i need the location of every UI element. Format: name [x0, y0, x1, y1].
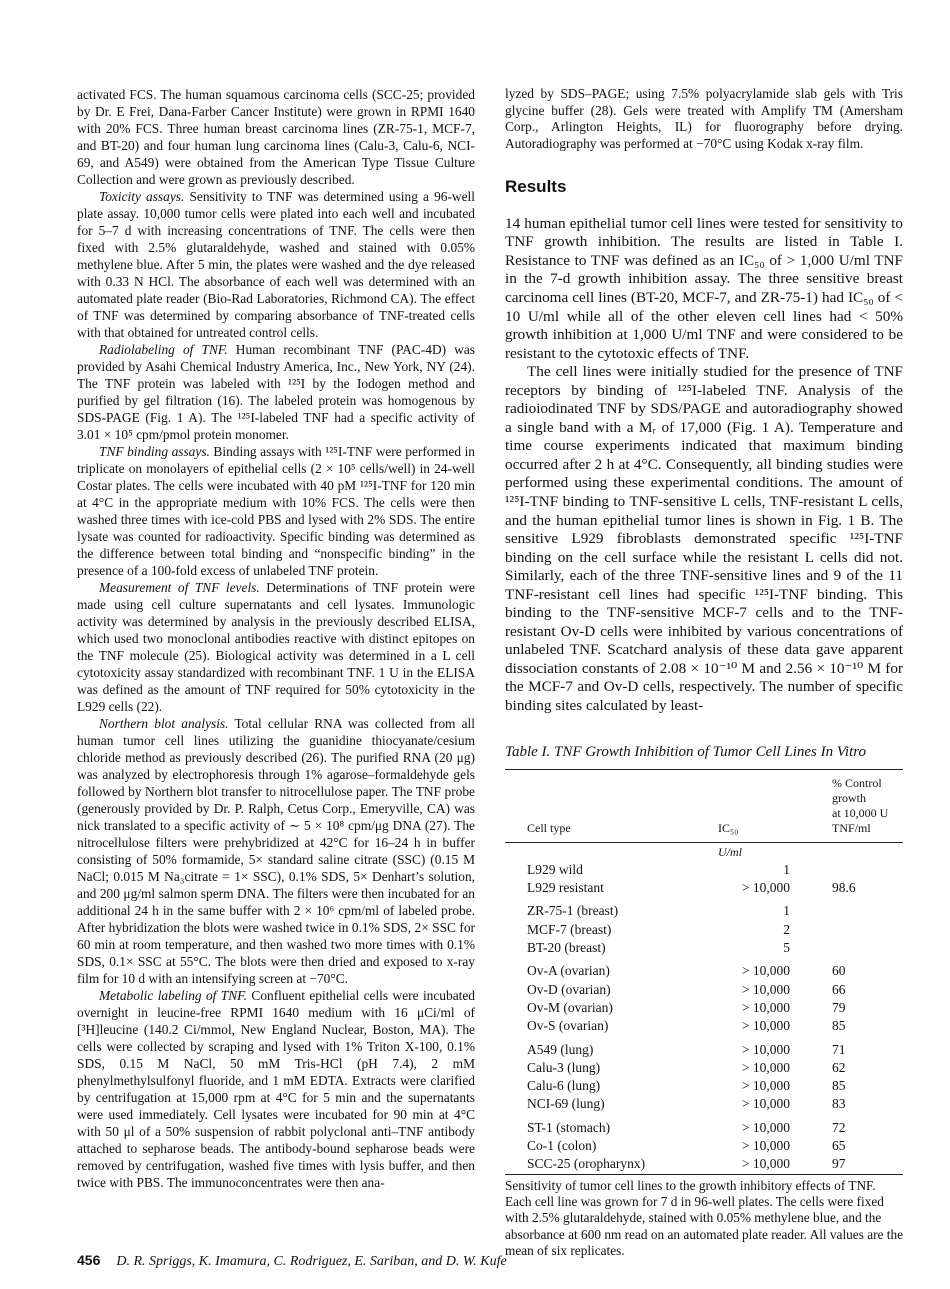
control-growth-value: 98.6 — [832, 880, 856, 896]
header-line: at 10,000 U TNF/ml — [832, 805, 889, 835]
paragraph-text: Binding assays with ¹²⁵I-TNF were performed in triplicate on monolayers of epithelial cells (2 × 10⁵ cells/well) in 24-well Costar plates. The cells were incubated with 40 pM ¹²⁵I-TNF for 120 min at 4°C in the appropriate medium with 10% FCS. The cells were then washed three times with ice-cold PBS and lysed with 2% SDS. The entire lysate was counted for radioactivity. Specific binding was determined as the difference between total binding and “nonspecific binding” in the presence of a 100-fold excess of unlabeled TNF protein. — [77, 444, 475, 578]
paragraph-text: Determinations of TNF protein were made using cell culture supernatants and cell lysates. Immunologic activity was determined by analysis in the previously described ELISA, which used two monoclonal antibodies reactive with distinct epitopes on the TNF molecule (25). Biological activity was determined in a L cell cytotoxicity assay standardized with recombinant TNF. 1 U in the ELISA was defined as the amount of TNF required for 50% cytotoxicity in the L929 cells (22). — [77, 580, 476, 714]
ic50-value: > 10,000 — [741, 1096, 790, 1112]
table-row — [505, 879, 903, 897]
table-row — [505, 939, 903, 957]
control-growth-value — [790, 902, 903, 920]
table-row — [505, 1095, 903, 1113]
cell-type: ZR-75-1 (breast) — [527, 903, 619, 919]
cell-type: L929 resistant — [527, 880, 604, 896]
cell-type: L929 wild — [527, 861, 583, 877]
header-line: % Control growth — [832, 775, 882, 805]
ic50-value: > 10,000 — [741, 1041, 790, 1057]
left-column — [77, 86, 475, 1191]
table-body — [505, 842, 903, 1174]
toxicity-assays-paragraph — [77, 188, 475, 341]
paragraph-heading: TNF binding assays. — [99, 444, 210, 459]
paragraph-text: Total cellular RNA was collected from all human tumor cell lines utilizing the guanidine thiocyanate/cesium chloride method as previously described (26). The purified RNA (20 μg) was analyzed by electrophoresis through 1% agarose–formaldehyde gels followed by Northern blot transfer to nitrocellulose paper. The TNF probe (generously provided by Dr. P. Ralph, Cetus Corp., Emeryville, CA) was nick translated to a specific activity of ∼ 5 × 10⁸ cpm/μg DNA (27). The nitrocellulose filters were prehybridized at 42°C for 16–24 h in buffer consisting of 50% formamide, 5× standard saline citrate (SSC) (0.15 M NaCl; 0.015 M Na₃citrate = 1× SSC), 0.1% SDS, 5× Denhart’s solution, and 200 μg/ml salmon sperm DNA. The filters were then incubated for an additional 24 h in the same buffer with 2 × 10⁶ cpm/ml of labeled probe. After hybridization the blots were washed twice in 0.1% SDS, 2× SSC for 60 min at room temperature, and then washed two more times with 0.1% SDS, 0.1× SSC at 55°C. The blots were then dried and exposed to x-ray film for 10 d with an intensifying screen at −70°C. — [77, 716, 475, 986]
control-growth-value — [790, 921, 903, 939]
paragraph-text: activated FCS. The human squamous carcinoma cells (SCC-25; provided by Dr. E Frei, Dana-Farber Cancer Institute) were grown in RPMI 1640 with 20% FCS. Three human breast carcinoma lines (ZR-75-1, MCF-7, and BT-20) and four human lung carcinoma lines (Calu-3, Calu-6, NCI-69, and A549) were obtained from the American Type Tissue Culture Collection and were grown as previously described. — [77, 87, 475, 187]
table-row — [505, 962, 903, 980]
methods-paragraph — [77, 86, 475, 188]
paragraph-heading: Northern blot analysis. — [99, 716, 229, 731]
metabolic-labeling-paragraph — [77, 987, 475, 1191]
control-growth-value: 62 — [832, 1059, 846, 1075]
control-growth-value: 66 — [832, 981, 846, 997]
paragraph-text: Confluent epithelial cells were incubated overnight in leucine-free RPMI 1640 medium with 16 μCi/ml of [³H]leucine (140.2 Ci/mmol, New England Nuclear, Boston, MA). The cells were collected by scraping and lysed with 1% Triton X-100, 0.1% SDS, 0.15 M NaCl, 50 mM Tris-HCl (pH 7.4), 2 mM phenylmethylsulfonyl fluoride, and 1 mM EDTA. Extracts were clarified by centrifugation at 15,000 rpm at 4°C for 5 min and the supernatants were used immediately. Cell lysates were incubated for 90 min at 4°C with 50 μl of a 50% suspension of rabbit polyclonal anti–TNF antibody attached to sepharose beads. The antibody-bound sepharose beads were removed by centrifugation, washed five times with lysis buffer, and then twice with PBS. The immunoconcentrates were then ana- — [77, 988, 475, 1190]
control-growth-value — [790, 861, 903, 879]
results-table — [505, 769, 903, 1174]
ic50-value: > 10,000 — [741, 1156, 790, 1172]
ic50-value: > 10,000 — [741, 1078, 790, 1094]
control-growth-value: 97 — [832, 1156, 846, 1172]
ic50-value: > 10,000 — [741, 1059, 790, 1075]
ic50-value: > 10,000 — [741, 999, 790, 1015]
column-header-control-growth — [790, 769, 903, 842]
authors: D. R. Spriggs, K. Imamura, C. Rodriguez, E. Sariban, and D. W. Kufe — [116, 1254, 507, 1269]
cell-type: Ov-D (ovarian) — [527, 981, 611, 997]
binding-assays-paragraph — [77, 443, 475, 579]
ic50-value: 2 — [783, 921, 790, 937]
cell-type: Ov-M (ovarian) — [527, 999, 613, 1015]
table-row — [505, 861, 903, 879]
control-growth-value: 83 — [832, 1096, 846, 1112]
northern-blot-paragraph — [77, 715, 475, 987]
control-growth-value: 60 — [832, 963, 846, 979]
ic50-value: > 10,000 — [741, 963, 790, 979]
cell-type: Calu-3 (lung) — [527, 1059, 601, 1075]
results-heading: Results — [505, 176, 567, 196]
cell-type: SCC-25 (oropharynx) — [527, 1156, 646, 1172]
table-row — [505, 1059, 903, 1077]
ic50-value: > 10,000 — [741, 1119, 790, 1135]
table-footnote: Sensitivity of tumor cell lines to the growth inhibitory effects of TNF. Each cell line was grown for 7 d in 96-well plates. The cells were fixed with 2.5% glutaraldehyde, stained with 0.05% methylene blue, and the absorbance at 600 nm read on an automated plate reader. All values are the mean of six replicates. — [505, 1174, 903, 1260]
paragraph-text: Human recombinant TNF (PAC-4D) was provided by Asahi Chemical Industry America, Inc., New York, NY (24). The TNF protein was labeled with ¹²⁵I by the Iodogen method and purified by gel filtration (16). The labeled protein was homogenous by SDS-PAGE (Fig. 1 A). The ¹²⁵I-labeled TNF had a specific activity of 3.01 × 10⁵ cpm/pmol protein monomer. — [77, 342, 475, 442]
table-row — [505, 1155, 903, 1173]
table-row — [505, 1137, 903, 1155]
ic50-value: 1 — [783, 861, 790, 877]
table-row — [505, 902, 903, 920]
table-row — [505, 921, 903, 939]
methods-continuation: lyzed by SDS–PAGE; using 7.5% polyacrylamide slab gels with Tris glycine buffer (28). Gels were treated with Amplify TM (Amersham Corp., Arlington Heights, IL) for fluorography before drying. Autoradiography was performed at −70°C using Kodak x-ray film. — [505, 86, 903, 152]
right-column — [505, 86, 903, 1260]
ic50-value: 1 — [783, 903, 790, 919]
table-row — [505, 981, 903, 999]
control-growth-value: 79 — [832, 999, 846, 1015]
ic50-value: > 10,000 — [741, 880, 790, 896]
table-row — [505, 1077, 903, 1095]
paragraph-heading: Metabolic labeling of TNF. — [99, 988, 247, 1003]
ic50-value: > 10,000 — [741, 1138, 790, 1154]
table-title: Table I. TNF Growth Inhibition of Tumor Cell Lines In Vitro — [505, 743, 867, 760]
control-growth-value: 85 — [832, 1078, 846, 1094]
cell-type: Ov-A (ovarian) — [527, 963, 610, 979]
cell-type: A549 (lung) — [527, 1041, 594, 1057]
page-footer — [77, 1252, 507, 1270]
cell-type: BT-20 (breast) — [527, 940, 606, 956]
cell-type: MCF-7 (breast) — [527, 921, 612, 937]
ic50-value: 5 — [783, 940, 790, 956]
cell-type: NCI-69 (lung) — [527, 1096, 605, 1112]
cell-type: ST-1 (stomach) — [527, 1119, 611, 1135]
paragraph-heading: Toxicity assays. — [99, 189, 185, 204]
cell-type: Ov-S (ovarian) — [527, 1018, 609, 1034]
paragraph-heading: Radiolabeling of TNF. — [99, 342, 228, 357]
ic50-value: > 10,000 — [741, 1018, 790, 1034]
tnf-levels-paragraph — [77, 579, 475, 715]
radiolabeling-paragraph — [77, 341, 475, 443]
control-growth-value: 71 — [832, 1041, 846, 1057]
cell-type: Co-1 (colon) — [527, 1138, 597, 1154]
table-row — [505, 1119, 903, 1137]
results-paragraph: The cell lines were initially studied for the presence of TNF receptors by binding of ¹²⁵I-labeled TNF. Analysis of the radioiodinated TNF by SDS/PAGE and autoradiography showed a single band with a Mᵣ of 17,000 (Fig. 1 A). Temperature and time course experiments indicated that maximum binding occurred after 2 h at 4°C. Consequently, all binding studies were performed using these experimental conditions. The amount of ¹²⁵I-TNF binding to TNF-sensitive L cells, TNF-resistant L cells, and the human epithelial tumor lines is shown in Fig. 1 B. The sensitive L929 fibroblasts demonstrated specific ¹²⁵I-TNF binding on the cell surface while the resistant L cells did not. Similarly, each of the three TNF-sensitive lines and 9 of the 11 TNF-resistant cell lines had specific ¹²⁵I-TNF binding. This binding to the TNF-sensitive MCF-7 cells and to the TNF-resistant Ov-D cells were inhibited by various concentrations of unlabeled TNF. Scatchard analysis of these data gave apparent dissociation constants of 2.08 × 10⁻¹⁰ M and 2.56 × 10⁻¹⁰ M for the MCF-7 and Ov-D cells, respectively. The number of specific binding sites calculated by least- — [505, 363, 903, 715]
table-row — [505, 1041, 903, 1059]
cell-type: Calu-6 (lung) — [527, 1078, 601, 1094]
paragraph-heading: Measurement of TNF levels. — [99, 580, 260, 595]
column-header-cell-type: Cell type — [527, 820, 571, 835]
results-paragraph: 14 human epithelial tumor cell lines were tested for sensitivity to TNF growth inhibition. The results are listed in Table I. Resistance to TNF was defined as an IC₅₀ of > 1,000 U/ml TNF in the 7-d growth inhibition assay. The three sensitive breast carcinoma cell lines (BT-20, MCF-7, and ZR-75-1) had IC₅₀ of < 10 U/ml while all of the other eleven cell lines had < 50% growth inhibition at 1,000 U/ml TNF and were considered to be resistant to the cytotoxic effects of TNF. — [505, 214, 903, 362]
control-growth-value: 72 — [832, 1119, 846, 1135]
control-growth-value — [790, 939, 903, 957]
unit-label: U/ml — [718, 844, 742, 859]
ic50-value: > 10,000 — [741, 981, 790, 997]
paragraph-text: Sensitivity to TNF was determined using a 96-well plate assay. 10,000 tumor cells were plated into each well and incubated for 5–7 d with increasing concentrations of TNF. The cells were then fixed with 2.5% glutaraldehyde, washed and stained with 0.05% methylene blue. After 5 min, the plates were washed and the dye released with 0.33 N HCl. The absorbance of each well was determined with an automated plate reader (Bio-Rad Laboratories, Richmond CA). The effect of TNF was determined by comparing absorbance of TNF-treated cells with that obtained for untreated control cells. — [77, 189, 475, 340]
page-number: 456 — [77, 1252, 101, 1268]
control-growth-value: 85 — [832, 1018, 846, 1034]
control-growth-value: 65 — [832, 1138, 846, 1154]
table-row — [505, 1017, 903, 1035]
table-row — [505, 999, 903, 1017]
column-header-ic50: IC₅₀ — [718, 820, 739, 835]
